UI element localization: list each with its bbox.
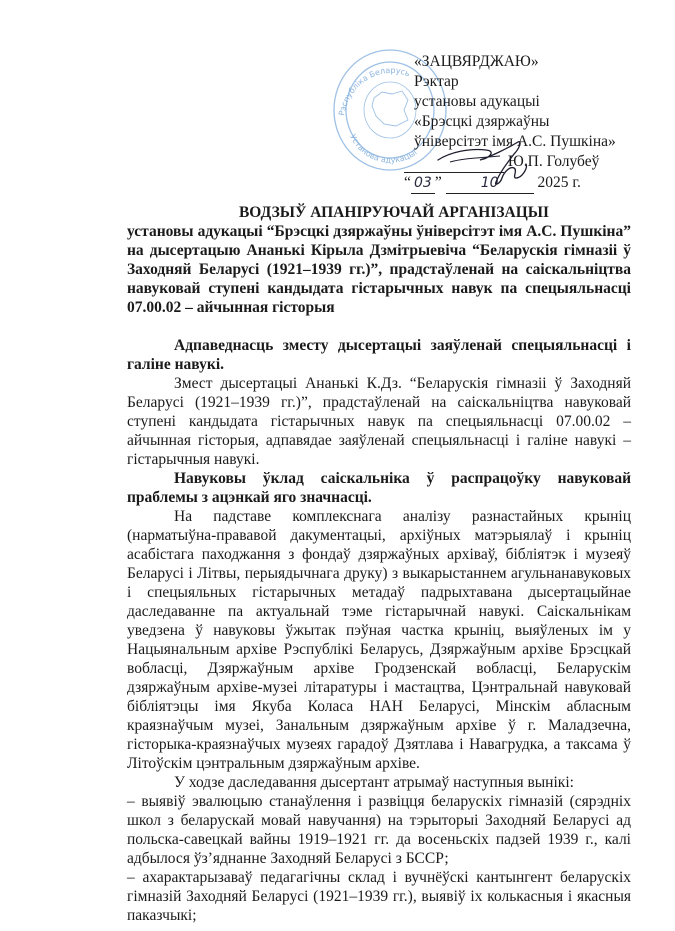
date-month: 10 — [446, 173, 534, 194]
date-year: 2025 г. — [537, 174, 581, 191]
section-heading-1: Адпаведнасць зместу дысертацыі заяўленай спецыяльнасці і галіне навукі. — [127, 337, 631, 373]
document-body — [127, 203, 631, 925]
handwritten-signature — [430, 138, 550, 188]
approver-org-line-3: ўніверсітэт імя А.С. Пушкіна» — [414, 133, 616, 150]
approver-org-line-2: «Брэсцкі дзяржаўны — [414, 113, 550, 130]
signatory-name: Ю.П. Голубеў — [507, 153, 600, 170]
section-1-paragraph: Змест дысертацыі Ананькі К.Дз. “Беларускія гімназіі ў Заходняй Беларусі (1921–1939 гг.)”, прадстаўленай на саіскальніцтва навуковай ступені кандыдата гістарычных навук па спецыяльнасці 07.00.02 – айчынная гісторыя, адпавядае заяўленай спецыяльнасці і галіне навукі – гістарычныя навукі. — [127, 375, 631, 468]
document-title: ВОДЗЫЎ АПАНІРУЮЧАЙ АРГАНІЗАЦЫІ — [238, 204, 550, 221]
stamp-text-top: Рэспубліка Беларусь — [337, 65, 412, 117]
approver-org-line-1: установы адукацыі — [414, 93, 540, 110]
section-2-paragraph-2: У ходзе даследавання дысертант атрымаў наступныя вынікі: — [174, 774, 574, 791]
date-quote-open: “ — [404, 174, 411, 191]
result-list-item: – выявіў эвалюцыю станаўлення і развіцця беларускіх гімназій (сярэдніх школ з беларускай мовай навучання) на тэрыторыі Заходняй Беларусі ад польска-савецкай вайны 1919–1921 гг. да восеньскіх падзей 1939 г., калі адбылося ўз’яднанне Заходняй Беларусі з БССР; — [127, 793, 631, 867]
result-list-item: – ахарактарызаваў педагагічны склад і вучнёўскі кантынгент беларускіх гімназій Заходняй Беларусі (1921–1939 гг.), выявіў іх колькасныя і якасныя паказчыкі; — [127, 869, 631, 924]
stamp-text-bottom: Установа адукацыі — [348, 132, 419, 165]
document-subtitle: установы адукацыі “Брэсцкі дзяржаўны ўніверсітэт імя А.С. Пушкіна” на дысертацыю Ананькі Кірыла Дзмітрыевіча “Беларускія гімназіі ў Заходняй Беларусі (1921–1939 гг.)”, прадстаўленай на саіскальніцтва навуковай ступені кандыдата гістарычных навук па спецыяльнасці 07.00.02 – айчынная гісторыя — [127, 223, 631, 316]
date-quote-close: ” — [434, 174, 442, 191]
section-2-paragraph-1: На падставе комплекснага аналізу разнастайных крыніц (нарматыўна-прававой дакументацыі, архіўных матэрыялаў і крыніц асабістага паходжання з фондаў дзяржаўных архіваў, бібліятэк і музеяў Беларусі і Літвы, перыядычнага друку) з выкарыстаннем агульнанавуковых і спецыяльных гістарычных метадаў падрыхтавана дысертацыйнае даследаванне па актуальнай тэме гістарычнай навукі. Саіскальнікам уведзена ў навуковы ўжытак пэўная частка крыніц, выяўленых ім у Нацыянальным архіве Рэспублікі Беларусь, Дзяржаўным архіве Брэсцкай вобласці, Дзяржаўным архіве Гродзенскай вобласці, Беларускім дзяржаўным архіве-музеі літаратуры і мастацтва, Цэнтральнай навуковай бібліятэцы імя Якуба Коласа НАН Беларусі, Мінскім абласным краязнаўчым музеі, Занальным дзяржаўным архіве ў г. Маладзечна, гісторыка-краязнаўчых музеях гарадоў Дзятлава і Навагрудка, а таксама ў Літоўскім цэнтральным дзяржаўным архіве. — [127, 508, 631, 772]
section-heading-2: Навуковы ўклад саіскальніка ў распрацоўку навуковай праблемы з ацэнкай яго значнасці. — [127, 470, 631, 506]
approver-position: Рэктар — [414, 73, 459, 90]
spacer — [127, 317, 631, 336]
approval-heading: «ЗАЦВЯРДЖАЮ» — [414, 53, 539, 70]
date-day: 03 — [411, 173, 435, 194]
